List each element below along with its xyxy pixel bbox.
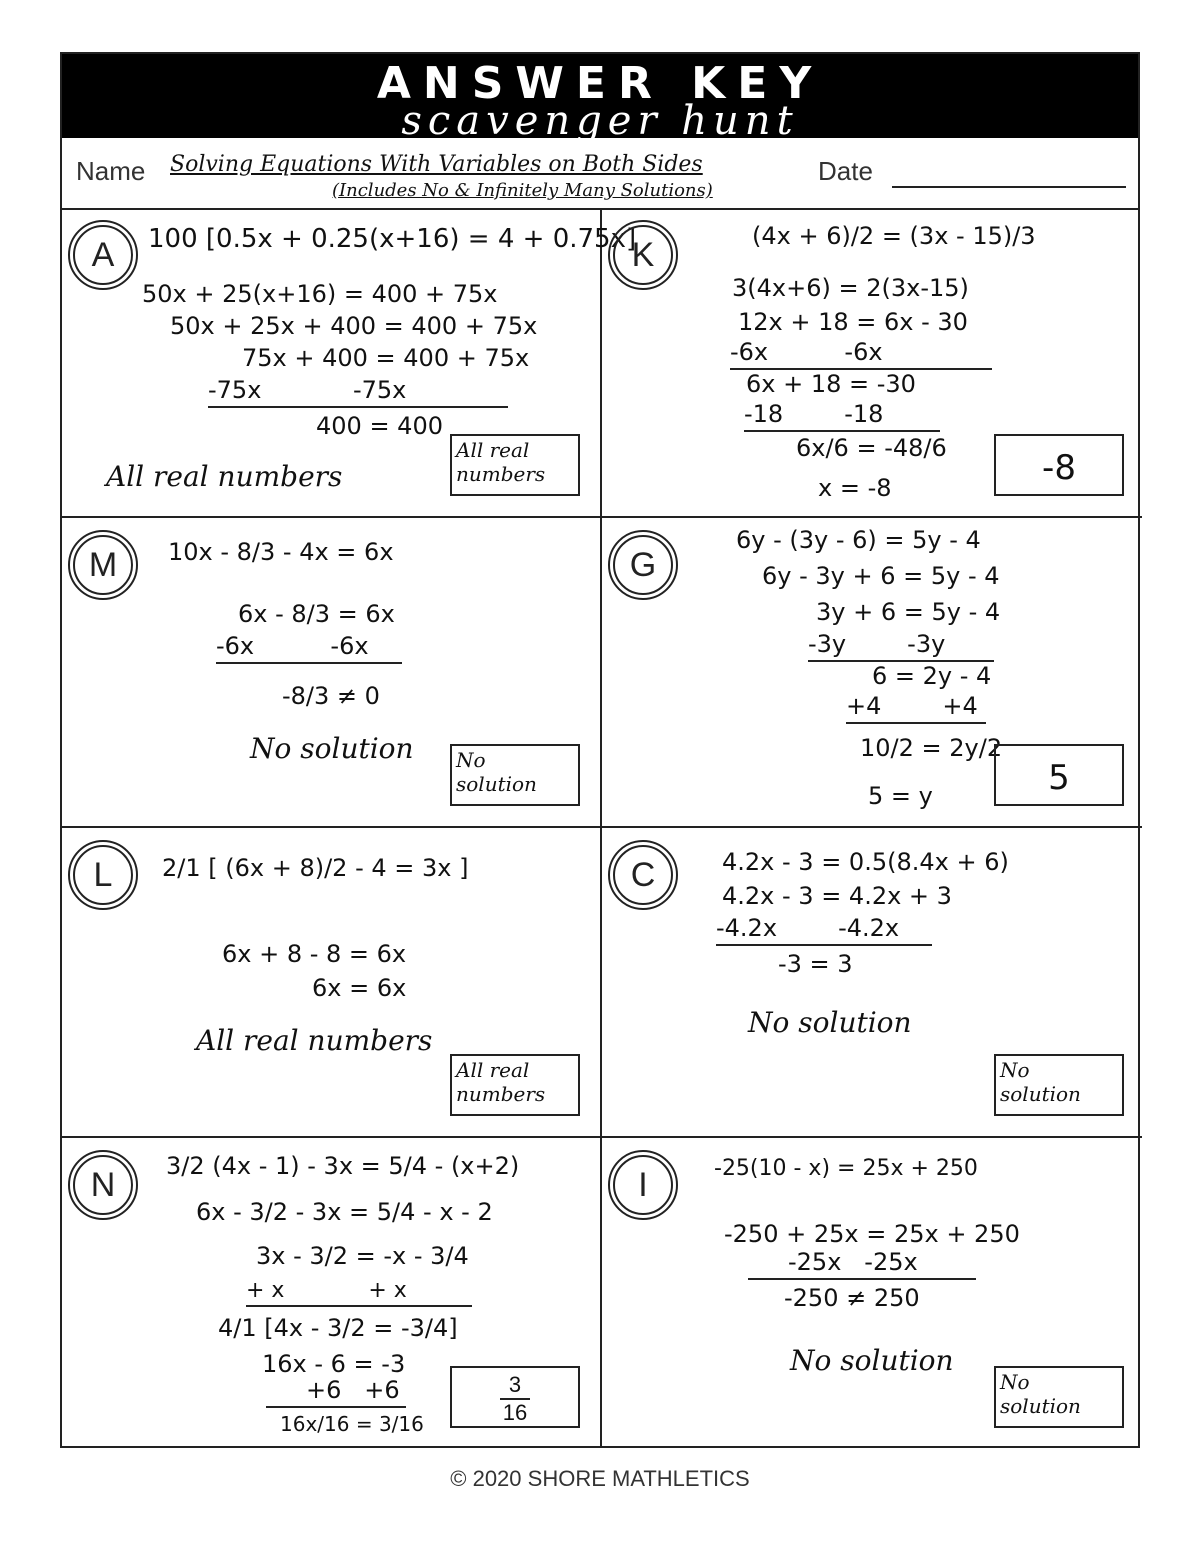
solution-note: All real numbers: [106, 460, 343, 493]
cell-n: [62, 1138, 602, 1448]
work-line: 10/2 = 2y/2: [860, 734, 1003, 762]
answer-box: All real numbers: [450, 434, 580, 496]
name-date-row: [62, 138, 1138, 210]
date-line: [892, 186, 1126, 188]
work-line: 6x - 3/2 - 3x = 5/4 - x - 2: [196, 1198, 493, 1226]
cell-i: [602, 1138, 1142, 1448]
cell-m: [62, 518, 602, 828]
name-label: Name: [76, 156, 146, 186]
work-line: 5 = y: [868, 782, 933, 810]
work-line: -8/3 ≠ 0: [282, 682, 380, 710]
answer-box: 5: [994, 744, 1124, 806]
copyright-footer: © 2020 SHORE MATHLETICS: [450, 1466, 750, 1491]
work-line: 4.2x - 3 = 4.2x + 3: [722, 882, 952, 910]
work-line: 16x - 6 = -3: [262, 1350, 406, 1378]
cell-k: [602, 208, 1142, 518]
work-line: -250 ≠ 250: [784, 1284, 920, 1312]
letter-badge-g: G: [608, 530, 678, 600]
work-line: -18 -18: [744, 400, 940, 432]
name-note: (Includes No & Infinitely Many Solutions): [332, 180, 713, 201]
page-subtitle: scavenger hunt: [401, 98, 799, 144]
solution-note: No solution: [748, 1006, 912, 1039]
solution-note: All real numbers: [196, 1024, 433, 1057]
cell-c: [602, 828, 1142, 1138]
work-line: +6 +6: [266, 1376, 406, 1408]
work-line: 3/2 (4x - 1) - 3x = 5/4 - (x+2): [166, 1152, 520, 1180]
cell-a: [62, 208, 637, 518]
work-line: -25(10 - x) = 25x + 250: [714, 1156, 978, 1181]
work-line: -4.2x -4.2x: [716, 914, 932, 946]
work-line: 4/1 [4x - 3/2 = -3/4]: [218, 1314, 458, 1342]
letter-badge-k: K: [608, 220, 678, 290]
cell-g: [602, 518, 1142, 828]
work-line: 12x + 18 = 6x - 30: [738, 308, 968, 336]
solution-note: No solution: [250, 732, 414, 765]
work-line: 6y - (3y - 6) = 5y - 4: [736, 526, 981, 554]
work-line: 2/1 [ (6x + 8)/2 - 4 = 3x ]: [162, 854, 469, 882]
work-line: -3y -3y: [808, 630, 994, 662]
work-line: 6x = 6x: [312, 974, 407, 1002]
work-line: 400 = 400: [316, 412, 443, 440]
work-line: 10x - 8/3 - 4x = 6x: [168, 538, 394, 566]
work-line: 3y + 6 = 5y - 4: [816, 598, 1001, 626]
answer-box: -8: [994, 434, 1124, 496]
work-line: 16x/16 = 3/16: [280, 1412, 424, 1436]
letter-badge-i: I: [608, 1150, 678, 1220]
answer-grid: [62, 208, 1138, 1448]
letter-badge-c: C: [608, 840, 678, 910]
work-line: 6 = 2y - 4: [872, 662, 992, 690]
name-value: Solving Equations With Variables on Both Sides: [170, 152, 703, 177]
work-line: + x + x: [246, 1278, 472, 1307]
work-line: -75x -75x: [208, 376, 508, 408]
letter-badge-l: L: [68, 840, 138, 910]
work-line: 3x - 3/2 = -x - 3/4: [256, 1242, 469, 1270]
work-line: 4.2x - 3 = 0.5(8.4x + 6): [722, 848, 1009, 876]
answer-box: [450, 1366, 580, 1428]
work-line: x = -8: [818, 474, 892, 502]
letter-badge-a: A: [68, 220, 138, 290]
work-line: -3 = 3: [778, 950, 853, 978]
page-title: ANSWER KEY: [376, 58, 824, 109]
work-line: 3(4x+6) = 2(3x-15): [732, 274, 969, 302]
answer-box: No solution: [994, 1054, 1124, 1116]
work-line: +4 +4: [846, 692, 986, 724]
work-line: (4x + 6)/2 = (3x - 15)/3: [752, 222, 1036, 250]
answer-box: No solution: [450, 744, 580, 806]
work-line: 6y - 3y + 6 = 5y - 4: [762, 562, 1000, 590]
work-line: 6x + 18 = -30: [746, 370, 916, 398]
answer-box: No solution: [994, 1366, 1124, 1428]
work-line: -6x -6x: [216, 632, 402, 664]
work-line: 50x + 25(x+16) = 400 + 75x: [142, 280, 498, 308]
cell-l: [62, 828, 602, 1138]
work-line: -25x -25x: [748, 1248, 976, 1280]
work-line: 6x/6 = -48/6: [796, 434, 947, 462]
solution-note: No solution: [790, 1344, 954, 1377]
work-line: -6x -6x: [730, 338, 992, 370]
answer-box: All real numbers: [450, 1054, 580, 1116]
worksheet: [60, 52, 1140, 1448]
letter-badge-m: M: [68, 530, 138, 600]
work-line: -250 + 25x = 25x + 250: [724, 1220, 1020, 1248]
date-label: Date: [818, 156, 873, 186]
answer-fraction: $\frac{3}{16}$: [452, 1372, 578, 1426]
work-line: 6x + 8 - 8 = 6x: [222, 940, 407, 968]
work-line: 100 [0.5x + 0.25(x+16) = 4 + 0.75x]: [148, 224, 637, 254]
work-line: 50x + 25x + 400 = 400 + 75x: [170, 312, 538, 340]
letter-badge-n: N: [68, 1150, 138, 1220]
work-line: 75x + 400 = 400 + 75x: [242, 344, 530, 372]
work-line: 6x - 8/3 = 6x: [238, 600, 395, 628]
header-banner: [62, 54, 1138, 144]
